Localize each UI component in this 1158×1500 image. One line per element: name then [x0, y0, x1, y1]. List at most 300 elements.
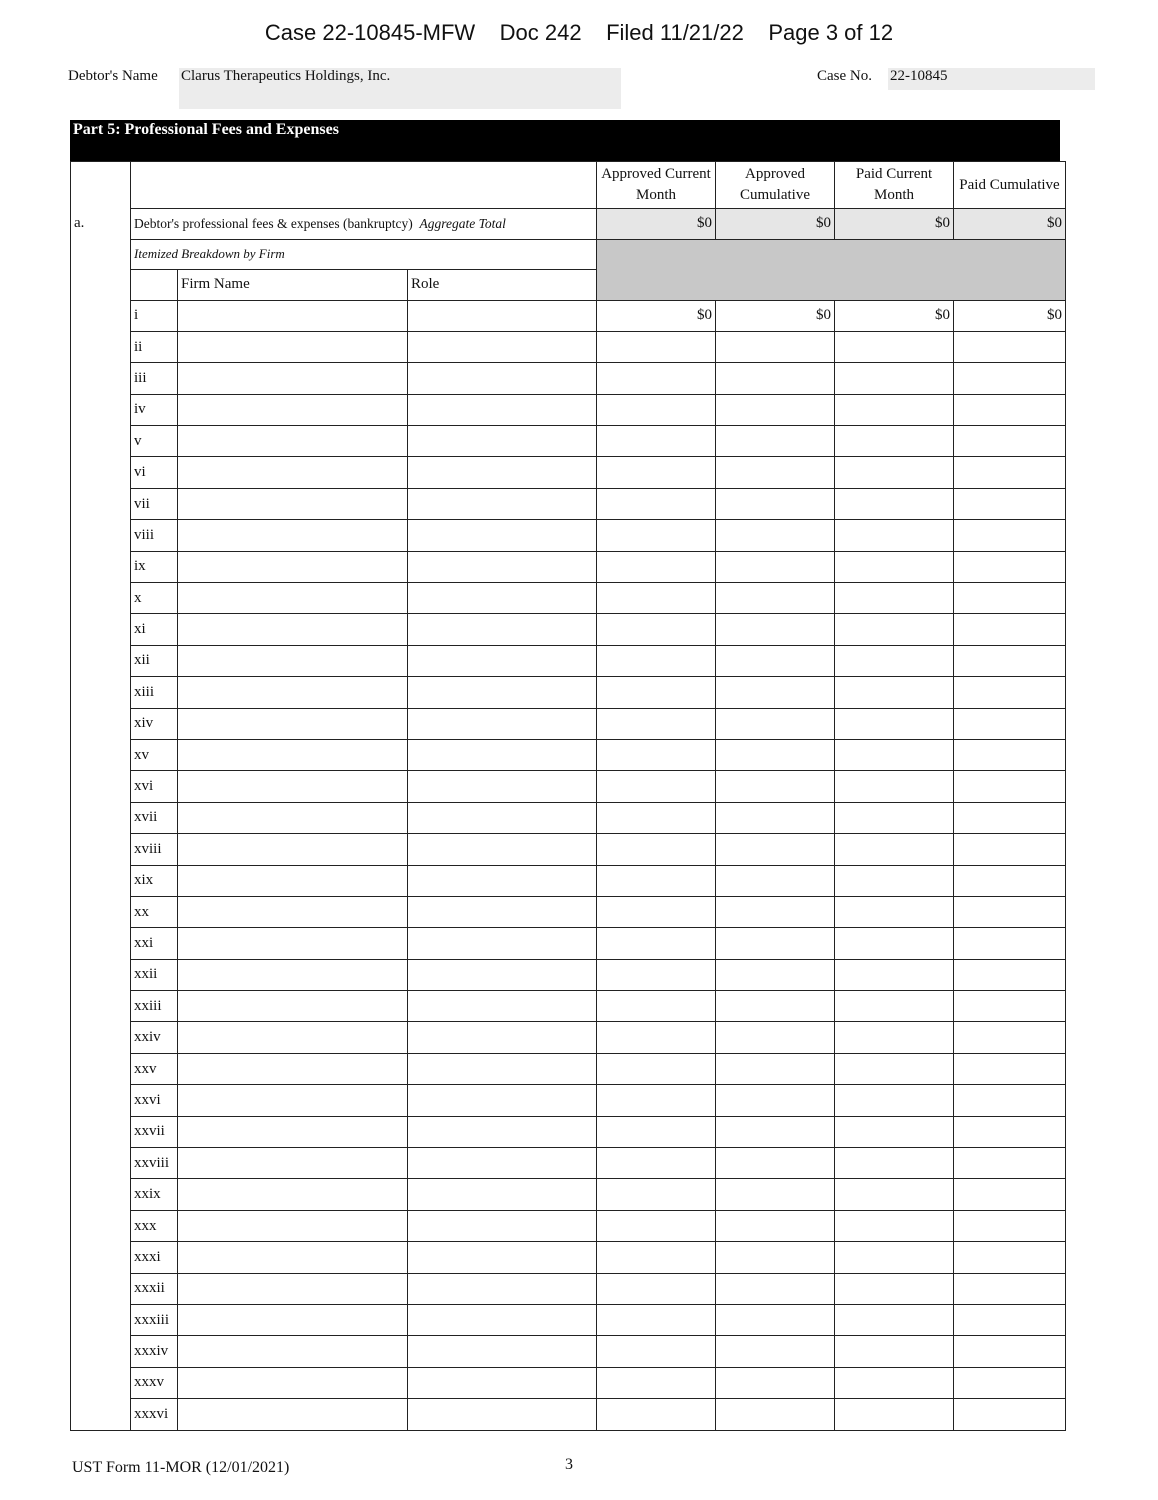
role-cell[interactable]: [408, 551, 597, 582]
approved-cumulative-cell[interactable]: [716, 865, 835, 896]
approved-current-month-cell[interactable]: [597, 394, 716, 425]
row-numeral: xvi: [131, 771, 178, 802]
approved-cumulative-cell[interactable]: [716, 645, 835, 676]
role-cell[interactable]: [408, 771, 597, 802]
row-numeral: xxvi: [131, 1085, 178, 1116]
paid-current-month-cell[interactable]: [835, 771, 954, 802]
case-header: [0, 20, 1158, 46]
role-cell[interactable]: [408, 1085, 597, 1116]
row-numeral: xxxv: [131, 1367, 178, 1398]
paid-cumulative-cell[interactable]: [954, 834, 1066, 865]
approved-current-month-cell[interactable]: [597, 363, 716, 394]
table-row: [71, 834, 1066, 865]
marker-cell: [71, 1148, 131, 1179]
row-numeral: x: [131, 583, 178, 614]
paid-current-month-cell[interactable]: [835, 1085, 954, 1116]
marker-cell: [71, 865, 131, 896]
table-row: [71, 520, 1066, 551]
approved-current-month-cell[interactable]: [597, 1179, 716, 1210]
firm-name-cell[interactable]: [178, 771, 408, 802]
paid-cumulative-cell[interactable]: [954, 363, 1066, 394]
paid-current-month-cell[interactable]: [835, 457, 954, 488]
role-cell[interactable]: [408, 1116, 597, 1147]
paid-cumulative-cell[interactable]: [954, 331, 1066, 362]
paid-cumulative-cell[interactable]: [954, 645, 1066, 676]
approved-cumulative-cell[interactable]: [716, 1305, 835, 1336]
table-row: [71, 645, 1066, 676]
table-row: [71, 1022, 1066, 1053]
paid-cumulative-cell[interactable]: [954, 991, 1066, 1022]
row-a-paid-cumulative[interactable]: $0: [954, 209, 1066, 240]
role-cell[interactable]: [408, 331, 597, 362]
paid-cumulative-cell[interactable]: [954, 1210, 1066, 1241]
paid-cumulative-cell[interactable]: [954, 520, 1066, 551]
approved-cumulative-cell[interactable]: [716, 1210, 835, 1241]
firm-name-cell[interactable]: [178, 426, 408, 457]
approved-current-month-cell[interactable]: [597, 614, 716, 645]
approved-current-month-cell[interactable]: [597, 1242, 716, 1273]
approved-cumulative-cell[interactable]: [716, 959, 835, 990]
approved-cumulative-cell[interactable]: [716, 896, 835, 927]
role-cell[interactable]: [408, 865, 597, 896]
paid-cumulative-cell[interactable]: [954, 1367, 1066, 1398]
approved-cumulative-cell[interactable]: [716, 394, 835, 425]
approved-current-month-cell[interactable]: [597, 708, 716, 739]
approved-current-month-cell[interactable]: [597, 1053, 716, 1084]
table-row: [71, 363, 1066, 394]
paid-current-month-cell[interactable]: [835, 928, 954, 959]
paid-cumulative-cell[interactable]: [954, 677, 1066, 708]
row-numeral: xxvii: [131, 1116, 178, 1147]
table-row: [71, 771, 1066, 802]
paid-cumulative-cell[interactable]: [954, 739, 1066, 770]
paid-current-month-cell[interactable]: [835, 520, 954, 551]
paid-current-month-cell[interactable]: [835, 426, 954, 457]
role-cell[interactable]: [408, 1210, 597, 1241]
approved-current-month-cell[interactable]: [597, 802, 716, 833]
approved-current-month-cell[interactable]: $0: [597, 300, 716, 331]
approved-current-month-cell[interactable]: [597, 896, 716, 927]
paid-cumulative-cell[interactable]: [954, 1022, 1066, 1053]
approved-current-month-cell[interactable]: [597, 865, 716, 896]
approved-cumulative-cell[interactable]: [716, 520, 835, 551]
marker-cell: [71, 1179, 131, 1210]
role-cell[interactable]: [408, 1053, 597, 1084]
table-row: [71, 614, 1066, 645]
firm-name-cell[interactable]: [178, 331, 408, 362]
paid-current-month-cell[interactable]: [835, 739, 954, 770]
col-approved-cumulative: Approved Cumulative: [716, 162, 835, 209]
approved-current-month-cell[interactable]: [597, 426, 716, 457]
approved-cumulative-cell[interactable]: [716, 488, 835, 519]
table-row: [71, 457, 1066, 488]
approved-current-month-cell[interactable]: [597, 457, 716, 488]
row-a-approved-current-month[interactable]: $0: [597, 209, 716, 240]
firm-name-cell[interactable]: [178, 394, 408, 425]
approved-current-month-cell[interactable]: [597, 1085, 716, 1116]
itemized-breakdown-label: Itemized Breakdown by Firm: [131, 239, 597, 270]
approved-current-month-cell[interactable]: [597, 551, 716, 582]
marker-cell: [71, 834, 131, 865]
approved-cumulative-cell[interactable]: [716, 1116, 835, 1147]
row-numeral: xiv: [131, 708, 178, 739]
role-cell[interactable]: [408, 959, 597, 990]
approved-cumulative-cell[interactable]: [716, 771, 835, 802]
paid-cumulative-cell[interactable]: [954, 771, 1066, 802]
role-cell[interactable]: [408, 457, 597, 488]
paid-cumulative-cell[interactable]: [954, 1085, 1066, 1116]
firm-name-cell[interactable]: [178, 677, 408, 708]
marker-cell: [71, 457, 131, 488]
paid-current-month-cell[interactable]: [835, 363, 954, 394]
paid-cumulative-cell[interactable]: [954, 1336, 1066, 1367]
professional-fees-table: [70, 161, 1066, 1431]
approved-current-month-cell[interactable]: [597, 677, 716, 708]
role-cell[interactable]: [408, 363, 597, 394]
approved-cumulative-cell[interactable]: [716, 1148, 835, 1179]
role-cell[interactable]: [408, 645, 597, 676]
approved-cumulative-cell[interactable]: [716, 1085, 835, 1116]
firm-name-cell[interactable]: [178, 1242, 408, 1273]
approved-cumulative-cell[interactable]: $0: [716, 300, 835, 331]
case-no-value: 22-10845: [890, 68, 948, 84]
table-row: [71, 677, 1066, 708]
footer-page-number: 3: [565, 1456, 573, 1473]
paid-cumulative-cell[interactable]: [954, 1305, 1066, 1336]
approved-current-month-cell[interactable]: [597, 1116, 716, 1147]
paid-cumulative-cell[interactable]: [954, 865, 1066, 896]
doc-number: Doc 242: [499, 20, 582, 45]
paid-current-month-cell[interactable]: [835, 1242, 954, 1273]
paid-cumulative-cell[interactable]: [954, 614, 1066, 645]
row-numeral: ix: [131, 551, 178, 582]
approved-cumulative-cell[interactable]: [716, 991, 835, 1022]
paid-current-month-cell[interactable]: [835, 1148, 954, 1179]
approved-current-month-cell[interactable]: [597, 834, 716, 865]
paid-current-month-cell[interactable]: [835, 1053, 954, 1084]
paid-current-month-cell[interactable]: [835, 1116, 954, 1147]
marker-cell: [71, 394, 131, 425]
debtor-name-label: Debtor's Name: [68, 68, 158, 84]
paid-cumulative-cell[interactable]: [954, 1242, 1066, 1273]
table-row: [71, 394, 1066, 425]
approved-cumulative-cell[interactable]: [716, 331, 835, 362]
paid-current-month-cell[interactable]: [835, 1022, 954, 1053]
row-numeral: xxx: [131, 1210, 178, 1241]
table-row: [71, 739, 1066, 770]
row-numeral: xii: [131, 645, 178, 676]
page-indicator: Page 3 of 12: [768, 20, 894, 45]
firm-name-cell[interactable]: [178, 363, 408, 394]
firm-name-cell[interactable]: [178, 645, 408, 676]
approved-current-month-cell[interactable]: [597, 645, 716, 676]
approved-cumulative-cell[interactable]: [716, 1367, 835, 1398]
role-cell[interactable]: [408, 394, 597, 425]
firm-name-cell[interactable]: [178, 896, 408, 927]
role-cell[interactable]: [408, 991, 597, 1022]
paid-current-month-cell[interactable]: [835, 1367, 954, 1398]
paid-current-month-cell[interactable]: [835, 1305, 954, 1336]
marker-cell: [71, 488, 131, 519]
approved-cumulative-cell[interactable]: [716, 677, 835, 708]
firm-name-cell[interactable]: [178, 1148, 408, 1179]
part-5-title: Part 5: Professional Fees and Expenses: [73, 121, 339, 138]
firm-name-cell[interactable]: [178, 551, 408, 582]
marker-cell: [71, 551, 131, 582]
row-numeral: xi: [131, 614, 178, 645]
approved-cumulative-cell[interactable]: [716, 363, 835, 394]
marker-cell: [71, 331, 131, 362]
marker-cell: [71, 991, 131, 1022]
paid-current-month-cell[interactable]: [835, 677, 954, 708]
approved-current-month-cell[interactable]: [597, 1367, 716, 1398]
paid-cumulative-cell[interactable]: [954, 1399, 1066, 1430]
paid-cumulative-cell[interactable]: [954, 708, 1066, 739]
table-row: [71, 1305, 1066, 1336]
approved-current-month-cell[interactable]: [597, 739, 716, 770]
footer-form-id: UST Form 11-MOR (12/01/2021): [72, 1459, 290, 1476]
paid-current-month-cell[interactable]: [835, 583, 954, 614]
paid-cumulative-cell[interactable]: [954, 1148, 1066, 1179]
table-row: [71, 583, 1066, 614]
role-cell[interactable]: [408, 1022, 597, 1053]
paid-current-month-cell[interactable]: [835, 708, 954, 739]
paid-current-month-cell[interactable]: [835, 394, 954, 425]
paid-current-month-cell[interactable]: [835, 1273, 954, 1304]
paid-cumulative-cell[interactable]: [954, 1273, 1066, 1304]
role-cell[interactable]: [408, 426, 597, 457]
approved-current-month-cell[interactable]: [597, 331, 716, 362]
row-numeral: ii: [131, 331, 178, 362]
approved-cumulative-cell[interactable]: [716, 708, 835, 739]
role-cell[interactable]: [408, 1242, 597, 1273]
approved-current-month-cell[interactable]: [597, 1305, 716, 1336]
firm-name-cell[interactable]: [178, 959, 408, 990]
approved-current-month-cell[interactable]: [597, 1273, 716, 1304]
firm-name-cell[interactable]: [178, 583, 408, 614]
paid-cumulative-cell[interactable]: [954, 802, 1066, 833]
approved-current-month-cell[interactable]: [597, 928, 716, 959]
row-numeral: i: [131, 300, 178, 331]
approved-cumulative-cell[interactable]: [716, 1242, 835, 1273]
approved-current-month-cell[interactable]: [597, 520, 716, 551]
approved-cumulative-cell[interactable]: [716, 1022, 835, 1053]
role-cell[interactable]: [408, 614, 597, 645]
row-numeral: xviii: [131, 834, 178, 865]
paid-cumulative-cell[interactable]: [954, 551, 1066, 582]
role-cell[interactable]: [408, 1305, 597, 1336]
firm-name-cell[interactable]: [178, 708, 408, 739]
firm-name-cell[interactable]: [178, 739, 408, 770]
table-row: [71, 1179, 1066, 1210]
role-cell[interactable]: [408, 488, 597, 519]
paid-current-month-cell[interactable]: [835, 802, 954, 833]
approved-cumulative-cell[interactable]: [716, 802, 835, 833]
firm-name-cell[interactable]: [178, 1116, 408, 1147]
approved-cumulative-cell[interactable]: [716, 1273, 835, 1304]
role-cell[interactable]: [408, 1399, 597, 1430]
firm-name-cell[interactable]: [178, 1399, 408, 1430]
role-cell[interactable]: [408, 802, 597, 833]
firm-name-cell[interactable]: [178, 1367, 408, 1398]
paid-cumulative-cell[interactable]: $0: [954, 300, 1066, 331]
paid-current-month-cell[interactable]: $0: [835, 300, 954, 331]
firm-name-cell[interactable]: [178, 1053, 408, 1084]
role-cell[interactable]: [408, 1367, 597, 1398]
approved-current-month-cell[interactable]: [597, 1022, 716, 1053]
firm-name-cell[interactable]: [178, 1305, 408, 1336]
paid-current-month-cell[interactable]: [835, 991, 954, 1022]
approved-cumulative-cell[interactable]: [716, 1336, 835, 1367]
paid-cumulative-cell[interactable]: [954, 1116, 1066, 1147]
role-cell[interactable]: [408, 928, 597, 959]
firm-name-cell[interactable]: [178, 802, 408, 833]
row-a-paid-current-month[interactable]: $0: [835, 209, 954, 240]
approved-current-month-cell[interactable]: [597, 959, 716, 990]
paid-cumulative-cell[interactable]: [954, 896, 1066, 927]
paid-current-month-cell[interactable]: [835, 896, 954, 927]
firm-name-cell[interactable]: [178, 865, 408, 896]
firm-name-cell[interactable]: [178, 1022, 408, 1053]
firm-name-cell[interactable]: [178, 1210, 408, 1241]
row-numeral: xiii: [131, 677, 178, 708]
row-numeral: xxviii: [131, 1148, 178, 1179]
row-numeral: xxiv: [131, 1022, 178, 1053]
firm-name-cell[interactable]: [178, 520, 408, 551]
paid-cumulative-cell[interactable]: [954, 928, 1066, 959]
approved-cumulative-cell[interactable]: [716, 457, 835, 488]
table-row: [71, 1399, 1066, 1430]
firm-name-cell[interactable]: [178, 1336, 408, 1367]
marker-cell: [71, 583, 131, 614]
approved-cumulative-cell[interactable]: [716, 583, 835, 614]
table-row: [71, 928, 1066, 959]
paid-current-month-cell[interactable]: [835, 834, 954, 865]
row-a-marker: a.: [71, 209, 131, 240]
approved-cumulative-cell[interactable]: [716, 426, 835, 457]
row-numeral: v: [131, 426, 178, 457]
paid-current-month-cell[interactable]: [835, 331, 954, 362]
paid-cumulative-cell[interactable]: [954, 426, 1066, 457]
firm-name-cell[interactable]: [178, 1273, 408, 1304]
paid-current-month-cell[interactable]: [835, 1179, 954, 1210]
paid-current-month-cell[interactable]: [835, 614, 954, 645]
approved-cumulative-cell[interactable]: [716, 1053, 835, 1084]
row-numeral: xxiii: [131, 991, 178, 1022]
row-numeral: xxxiii: [131, 1305, 178, 1336]
paid-current-month-cell[interactable]: [835, 551, 954, 582]
role-cell[interactable]: [408, 677, 597, 708]
paid-current-month-cell[interactable]: [835, 488, 954, 519]
paid-current-month-cell[interactable]: [835, 645, 954, 676]
role-cell[interactable]: [408, 300, 597, 331]
approved-current-month-cell[interactable]: [597, 488, 716, 519]
role-cell[interactable]: [408, 1336, 597, 1367]
approved-current-month-cell[interactable]: [597, 1399, 716, 1430]
role-cell[interactable]: [408, 1179, 597, 1210]
numeral-header-cell: [131, 270, 178, 301]
approved-cumulative-cell[interactable]: [716, 739, 835, 770]
role-cell[interactable]: [408, 708, 597, 739]
approved-current-month-cell[interactable]: [597, 771, 716, 802]
marker-cell: [71, 1273, 131, 1304]
marker-cell: [71, 1053, 131, 1084]
row-numeral: vi: [131, 457, 178, 488]
paid-current-month-cell[interactable]: [835, 1210, 954, 1241]
paid-cumulative-cell[interactable]: [954, 583, 1066, 614]
role-cell[interactable]: [408, 1148, 597, 1179]
role-cell[interactable]: [408, 834, 597, 865]
marker-cell: [71, 300, 131, 331]
paid-cumulative-cell[interactable]: [954, 394, 1066, 425]
table-row: [71, 896, 1066, 927]
row-a-label: Debtor's professional fees & expenses (bankruptcy): [134, 215, 413, 231]
case-no-field[interactable]: [888, 68, 1095, 90]
firm-name-cell[interactable]: [178, 991, 408, 1022]
row-numeral: xxxvi: [131, 1399, 178, 1430]
approved-current-month-cell[interactable]: [597, 583, 716, 614]
approved-current-month-cell[interactable]: [597, 1210, 716, 1241]
debtor-name-field[interactable]: [179, 68, 621, 109]
table-row: [71, 551, 1066, 582]
paid-current-month-cell[interactable]: [835, 1336, 954, 1367]
paid-cumulative-cell[interactable]: [954, 457, 1066, 488]
table-row: [71, 802, 1066, 833]
approved-cumulative-cell[interactable]: [716, 614, 835, 645]
approved-current-month-cell[interactable]: [597, 1148, 716, 1179]
firm-name-cell[interactable]: [178, 457, 408, 488]
role-cell[interactable]: [408, 583, 597, 614]
row-numeral: xvii: [131, 802, 178, 833]
paid-current-month-cell[interactable]: [835, 959, 954, 990]
paid-cumulative-cell[interactable]: [954, 488, 1066, 519]
paid-current-month-cell[interactable]: [835, 1399, 954, 1430]
paid-cumulative-cell[interactable]: [954, 1053, 1066, 1084]
table-row: [71, 959, 1066, 990]
debtor-name-value: Clarus Therapeutics Holdings, Inc.: [181, 68, 391, 84]
firm-name-cell[interactable]: [178, 928, 408, 959]
firm-name-cell[interactable]: [178, 1179, 408, 1210]
paid-cumulative-cell[interactable]: [954, 1179, 1066, 1210]
paid-cumulative-cell[interactable]: [954, 959, 1066, 990]
role-cell[interactable]: [408, 520, 597, 551]
row-a-approved-cumulative[interactable]: $0: [716, 209, 835, 240]
role-cell[interactable]: [408, 739, 597, 770]
firm-name-cell[interactable]: [178, 488, 408, 519]
approved-cumulative-cell[interactable]: [716, 928, 835, 959]
approved-cumulative-cell[interactable]: [716, 1179, 835, 1210]
table-row: [71, 1148, 1066, 1179]
marker-cell: [71, 1085, 131, 1116]
role-cell[interactable]: [408, 1273, 597, 1304]
firm-name-cell[interactable]: [178, 300, 408, 331]
firm-name-cell[interactable]: [178, 834, 408, 865]
approved-current-month-cell[interactable]: [597, 1336, 716, 1367]
approved-cumulative-cell[interactable]: [716, 834, 835, 865]
approved-cumulative-cell[interactable]: [716, 1399, 835, 1430]
itemized-shaded-area: [597, 239, 1066, 300]
marker-cell: [71, 1336, 131, 1367]
approved-cumulative-cell[interactable]: [716, 551, 835, 582]
approved-current-month-cell[interactable]: [597, 991, 716, 1022]
paid-current-month-cell[interactable]: [835, 865, 954, 896]
marker-cell: [71, 739, 131, 770]
marker-cell: [71, 802, 131, 833]
firm-name-cell[interactable]: [178, 1085, 408, 1116]
marker-cell: [71, 520, 131, 551]
firm-name-cell[interactable]: [178, 614, 408, 645]
role-cell[interactable]: [408, 896, 597, 927]
